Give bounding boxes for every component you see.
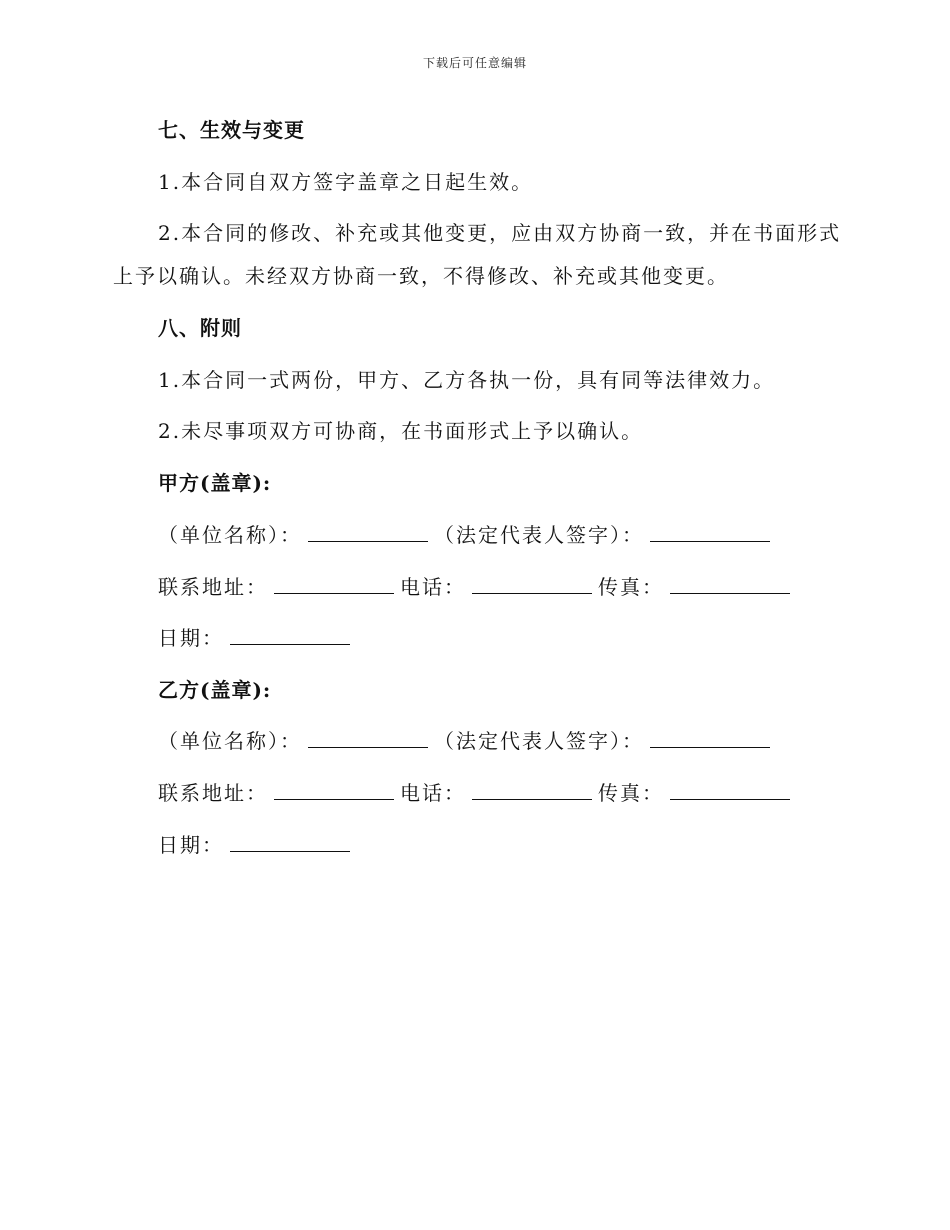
section-7-title: 七、生效与变更 [158, 118, 305, 142]
party-b-phone-label: 电话： [400, 781, 466, 805]
section-7-clause-2-line-2: 上予以确认。未经双方协商一致，不得修改、补充或其他变更。 [113, 264, 729, 288]
party-b-title: 乙方(盖章): [158, 678, 272, 702]
party-a-phone-label: 电话： [400, 575, 466, 599]
party-b-phone-blank[interactable] [472, 798, 592, 800]
party-b-fax-label: 传真： [598, 781, 664, 805]
party-a-title: 甲方(盖章): [158, 471, 272, 495]
party-a-fax-blank[interactable] [670, 592, 790, 594]
party-a-date-blank[interactable] [230, 643, 350, 645]
party-a-address-blank[interactable] [274, 592, 394, 594]
party-a-unit-name-label: （单位名称）： [158, 523, 302, 547]
party-b-unit-name-label: （单位名称）： [158, 729, 302, 753]
section-8-title: 八、附则 [158, 316, 242, 340]
party-a-row-contact [158, 571, 796, 600]
party-b-row-contact [158, 777, 796, 806]
party-a-unit-name-blank[interactable] [308, 540, 428, 542]
party-a-legal-rep-label: （法定代表人签字）： [434, 523, 644, 547]
party-b-date-blank[interactable] [230, 850, 350, 852]
party-b-address-label: 联系地址： [158, 781, 268, 805]
section-8-clause-1: 1.本合同一式两份，甲方、乙方各执一份，具有同等法律效力。 [158, 368, 776, 392]
party-a-phone-blank[interactable] [472, 592, 592, 594]
party-b-legal-rep-label: （法定代表人签字）： [434, 729, 644, 753]
party-a-row-date [158, 622, 356, 651]
party-b-address-blank[interactable] [274, 798, 394, 800]
party-a-row-unit [158, 519, 776, 548]
party-b-row-date [158, 829, 356, 858]
party-b-date-label: 日期： [158, 833, 224, 857]
party-b-fax-blank[interactable] [670, 798, 790, 800]
party-b-legal-rep-blank[interactable] [650, 746, 770, 748]
party-a-date-label: 日期： [158, 626, 224, 650]
party-a-address-label: 联系地址： [158, 575, 268, 599]
section-7-clause-2-line-1: 2.本合同的修改、补充或其他变更，应由双方协商一致，并在书面形式 [158, 221, 842, 245]
party-b-row-unit [158, 725, 776, 754]
party-b-unit-name-blank[interactable] [308, 746, 428, 748]
page-header-note: 下载后可任意编辑 [422, 56, 527, 70]
section-7-clause-1: 1.本合同自双方签字盖章之日起生效。 [158, 170, 534, 194]
party-a-legal-rep-blank[interactable] [650, 540, 770, 542]
party-a-fax-label: 传真： [598, 575, 664, 599]
section-8-clause-2: 2.未尽事项双方可协商，在书面形式上予以确认。 [158, 419, 644, 443]
